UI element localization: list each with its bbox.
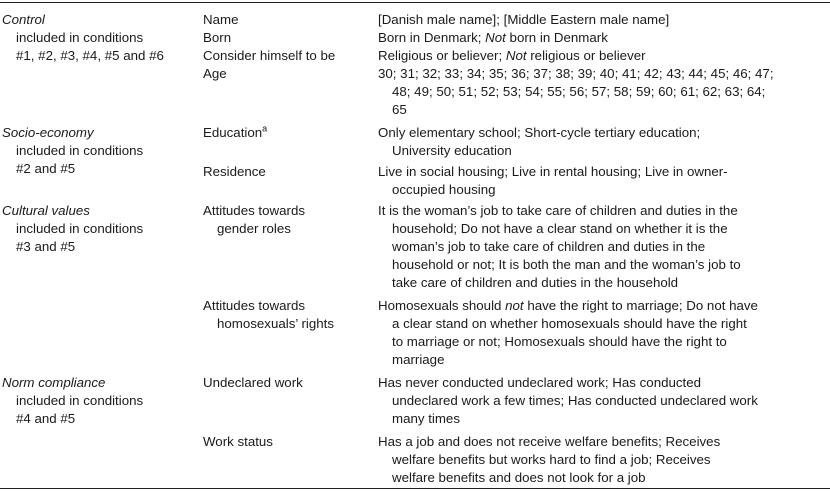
attribute-age: Age	[203, 66, 227, 81]
homo-line-1-post: have the right to marriage; Do not have	[523, 298, 758, 313]
group-cell-control	[2, 11, 203, 119]
attribute-religion: Consider himself to be	[203, 48, 336, 63]
attribute-gender-roles	[203, 199, 378, 292]
work-line-2: welfare benefits but works hard to find a job; Receives	[392, 452, 711, 467]
table-row	[2, 369, 828, 428]
group-title-cultural-values: Cultural values	[2, 203, 90, 218]
residence-line-1: Live in social housing; Live in rental housing; Live in owner-	[378, 164, 728, 179]
attribute-levels-name: [Danish male name]; [Middle Eastern male name]	[378, 12, 670, 27]
homo-line-2: a clear stand on whether homosexuals should have the right	[392, 316, 747, 331]
work-line-3: welfare benefits and does not look for a job	[392, 470, 646, 485]
group-cell-norm-compliance	[2, 369, 203, 487]
conjoint-attributes-table	[2, 11, 828, 487]
attribute-levels-born	[378, 29, 828, 47]
attribute-levels-religion	[378, 47, 828, 65]
gender-attr-line-1: Attitudes towards	[203, 203, 305, 218]
education-line-1: Only elementary school; Short-cycle tertiary education;	[378, 125, 701, 140]
gender-line-5: take care of children and duties in the household	[392, 275, 679, 290]
attribute-born: Born	[203, 30, 232, 45]
group-subtitle-cultural-line2: #3 and #5	[16, 239, 76, 254]
group-subtitle-cultural-line1: included in conditions	[16, 221, 144, 236]
relig-text-em: Not	[505, 48, 527, 63]
education-label: Education	[203, 125, 263, 140]
group-subtitle-socio-line2: #2 and #5	[16, 161, 76, 176]
group-cell-socio-economy	[2, 119, 203, 199]
undeclared-line-3: many times	[392, 411, 460, 426]
group-subtitle-norm-line1: included in conditions	[16, 393, 144, 408]
born-text-post: born in Denmark	[505, 30, 608, 45]
born-text-em: Not	[485, 30, 506, 45]
attribute-undeclared-work: Undeclared work	[203, 375, 303, 390]
homo-attr-line-1: Attitudes towards	[203, 298, 305, 313]
table-row	[2, 11, 828, 29]
table-row	[2, 119, 828, 160]
attribute-levels-work-status	[378, 428, 828, 487]
homo-line-1-em: not	[505, 298, 524, 313]
education-line-2: University education	[392, 143, 512, 158]
table-bottom-rule	[0, 488, 830, 489]
born-text-pre: Born in Denmark;	[378, 30, 486, 45]
attribute-levels-age	[378, 65, 828, 119]
group-subtitle-socio-line1: included in conditions	[16, 143, 144, 158]
age-line-2: 48; 49; 50; 51; 52; 53; 54; 55; 56; 57; 58; 59; 60; 61; 62; 63; 64;	[392, 84, 766, 99]
gender-line-4: household or not; It is both the man and the woman’s job to	[392, 257, 741, 272]
attribute-levels-homosexual-rights	[378, 292, 828, 369]
group-subtitle-norm-line2: #4 and #5	[16, 411, 76, 426]
homo-line-1	[378, 297, 828, 315]
age-line-1: 30; 31; 32; 33; 34; 35; 36; 37; 38; 39; 40; 41; 42; 43; 44; 45; 46; 47;	[378, 66, 774, 81]
attribute-residence: Residence	[203, 164, 266, 179]
work-line-1: Has a job and does not receive welfare benefits; Receives	[378, 434, 721, 449]
attribute-levels-undeclared-work	[378, 369, 828, 428]
gender-line-3: woman’s job to take care of children and duties in the	[392, 239, 706, 254]
group-cell-cultural-values	[2, 199, 203, 369]
table-row	[2, 199, 828, 292]
group-subtitle-control-line2: #1, #2, #3, #4, #5 and #6	[16, 48, 164, 63]
attribute-homosexual-rights	[203, 292, 378, 369]
table-top-rule	[0, 2, 830, 3]
age-line-3: 65	[392, 102, 407, 117]
gender-line-1: It is the woman’s job to take care of children and duties in the	[378, 203, 738, 218]
undeclared-line-1: Has never conducted undeclared work; Has conducted	[378, 375, 702, 390]
gender-line-2: household; Do not have a clear stand on whether it is the	[392, 221, 728, 236]
attribute-levels-residence	[378, 160, 828, 199]
homo-line-4: marriage	[392, 352, 445, 367]
education-footnote-marker: a	[262, 123, 268, 134]
homo-line-3: to marriage or not; Homosexuals should have the right to	[392, 334, 727, 349]
relig-text-post: religious or believer	[526, 48, 646, 63]
group-title-socio-economy: Socio-economy	[2, 125, 94, 140]
group-subtitle-control-line1: included in conditions	[16, 30, 144, 45]
group-title-control: Control	[2, 12, 45, 27]
homo-line-1-pre: Homosexuals should	[378, 298, 506, 313]
attribute-levels-education	[378, 119, 828, 160]
group-title-norm-compliance: Norm compliance	[2, 375, 106, 390]
homo-attr-line-2: homosexuals’ rights	[217, 316, 335, 331]
attribute-name: Name	[203, 12, 239, 27]
attribute-work-status: Work status	[203, 434, 273, 449]
attribute-levels-gender-roles	[378, 199, 828, 292]
attribute-education	[203, 119, 378, 160]
undeclared-line-2: undeclared work a few times; Has conducted undeclared work	[392, 393, 758, 408]
residence-line-2: occupied housing	[392, 182, 496, 197]
relig-text-pre: Religious or believer;	[378, 48, 506, 63]
gender-attr-line-2: gender roles	[217, 221, 291, 236]
